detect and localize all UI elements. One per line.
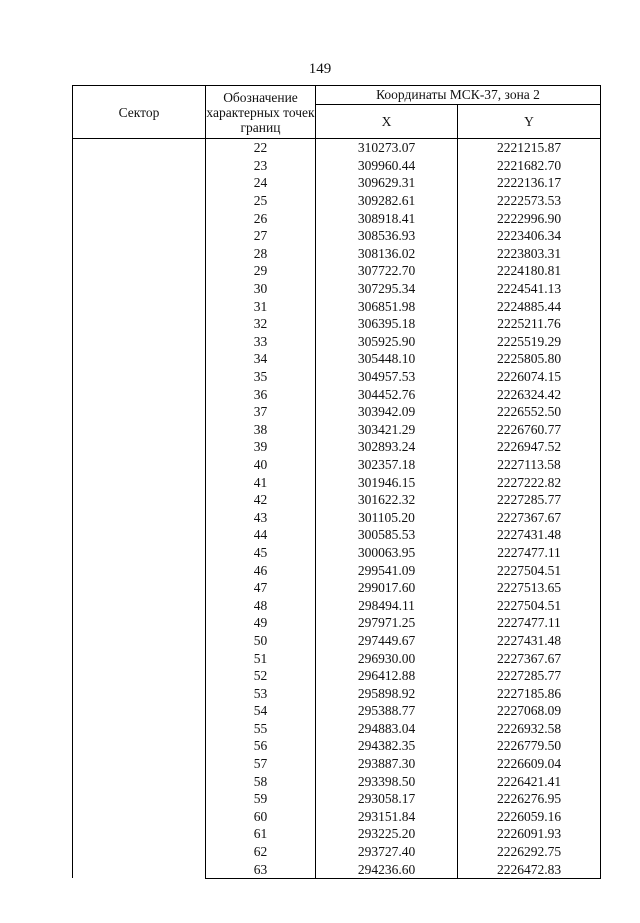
y-coordinate-cell: 2226779.50 xyxy=(458,737,601,755)
x-coordinate-cell: 295898.92 xyxy=(316,684,458,702)
point-cell: 50 xyxy=(206,632,316,650)
point-cell: 27 xyxy=(206,227,316,245)
x-coordinate-cell: 305448.10 xyxy=(316,350,458,368)
x-coordinate-cell: 306395.18 xyxy=(316,315,458,333)
point-cell: 58 xyxy=(206,772,316,790)
point-cell: 59 xyxy=(206,790,316,808)
point-cell: 23 xyxy=(206,157,316,175)
point-cell: 25 xyxy=(206,192,316,210)
y-coordinate-cell: 2226760.77 xyxy=(458,421,601,439)
header-sector: Сектор xyxy=(73,86,206,139)
y-coordinate-cell: 2227185.86 xyxy=(458,684,601,702)
page-number: 149 xyxy=(308,61,332,77)
y-coordinate-cell: 2227477.11 xyxy=(458,544,601,562)
point-cell: 33 xyxy=(206,333,316,351)
y-coordinate-cell: 2224180.81 xyxy=(458,262,601,280)
table-row xyxy=(73,139,601,157)
point-cell: 49 xyxy=(206,614,316,632)
y-coordinate-cell: 2227431.48 xyxy=(458,632,601,650)
x-coordinate-cell: 310273.07 xyxy=(316,139,458,157)
x-coordinate-cell: 299541.09 xyxy=(316,561,458,579)
point-cell: 46 xyxy=(206,561,316,579)
y-coordinate-cell: 2227285.77 xyxy=(458,667,601,685)
x-coordinate-cell: 301946.15 xyxy=(316,473,458,491)
point-cell: 30 xyxy=(206,280,316,298)
point-cell: 41 xyxy=(206,473,316,491)
x-coordinate-cell: 296412.88 xyxy=(316,667,458,685)
x-coordinate-cell: 293727.40 xyxy=(316,843,458,861)
x-coordinate-cell: 309960.44 xyxy=(316,157,458,175)
x-coordinate-cell: 294236.60 xyxy=(316,860,458,878)
point-cell: 22 xyxy=(206,139,316,157)
y-coordinate-cell: 2222573.53 xyxy=(458,192,601,210)
x-coordinate-cell: 303942.09 xyxy=(316,403,458,421)
point-cell: 56 xyxy=(206,737,316,755)
y-coordinate-cell: 2225519.29 xyxy=(458,333,601,351)
y-coordinate-cell: 2227513.65 xyxy=(458,579,601,597)
y-coordinate-cell: 2225805.80 xyxy=(458,350,601,368)
point-cell: 43 xyxy=(206,508,316,526)
point-cell: 60 xyxy=(206,808,316,826)
y-coordinate-cell: 2227367.67 xyxy=(458,508,601,526)
x-coordinate-cell: 307295.34 xyxy=(316,280,458,298)
point-cell: 29 xyxy=(206,262,316,280)
y-coordinate-cell: 2221682.70 xyxy=(458,157,601,175)
point-cell: 45 xyxy=(206,544,316,562)
point-cell: 26 xyxy=(206,209,316,227)
point-cell: 34 xyxy=(206,350,316,368)
x-coordinate-cell: 301622.32 xyxy=(316,491,458,509)
point-cell: 28 xyxy=(206,245,316,263)
x-coordinate-cell: 300063.95 xyxy=(316,544,458,562)
x-coordinate-cell: 306851.98 xyxy=(316,297,458,315)
point-cell: 35 xyxy=(206,368,316,386)
x-coordinate-cell: 293151.84 xyxy=(316,808,458,826)
point-cell: 39 xyxy=(206,438,316,456)
header-point-designation: Обозначение характерных точек границ xyxy=(206,86,316,139)
x-coordinate-cell: 308536.93 xyxy=(316,227,458,245)
x-coordinate-cell: 302893.24 xyxy=(316,438,458,456)
x-coordinate-cell: 303421.29 xyxy=(316,421,458,439)
point-cell: 44 xyxy=(206,526,316,544)
y-coordinate-cell: 2227504.51 xyxy=(458,561,601,579)
x-coordinate-cell: 294883.04 xyxy=(316,720,458,738)
point-cell: 31 xyxy=(206,297,316,315)
x-coordinate-cell: 293225.20 xyxy=(316,825,458,843)
y-coordinate-cell: 2227431.48 xyxy=(458,526,601,544)
y-coordinate-cell: 2227285.77 xyxy=(458,491,601,509)
point-cell: 40 xyxy=(206,456,316,474)
y-coordinate-cell: 2226276.95 xyxy=(458,790,601,808)
y-coordinate-cell: 2227477.11 xyxy=(458,614,601,632)
x-coordinate-cell: 293887.30 xyxy=(316,755,458,773)
x-coordinate-cell: 298494.11 xyxy=(316,596,458,614)
x-coordinate-cell: 293398.50 xyxy=(316,772,458,790)
y-coordinate-cell: 2223803.31 xyxy=(458,245,601,263)
point-cell: 61 xyxy=(206,825,316,843)
header-y: Y xyxy=(458,104,601,138)
y-coordinate-cell: 2227068.09 xyxy=(458,702,601,720)
x-coordinate-cell: 304957.53 xyxy=(316,368,458,386)
x-coordinate-cell: 300585.53 xyxy=(316,526,458,544)
point-cell: 37 xyxy=(206,403,316,421)
header-coordinates: Координаты МСК-37, зона 2 xyxy=(316,86,601,105)
y-coordinate-cell: 2225211.76 xyxy=(458,315,601,333)
y-coordinate-cell: 2227113.58 xyxy=(458,456,601,474)
y-coordinate-cell: 2227504.51 xyxy=(458,596,601,614)
x-coordinate-cell: 297449.67 xyxy=(316,632,458,650)
x-coordinate-cell: 309629.31 xyxy=(316,174,458,192)
y-coordinate-cell: 2224885.44 xyxy=(458,297,601,315)
x-coordinate-cell: 293058.17 xyxy=(316,790,458,808)
point-cell: 51 xyxy=(206,649,316,667)
x-coordinate-cell: 301105.20 xyxy=(316,508,458,526)
header-x: X xyxy=(316,104,458,138)
point-cell: 32 xyxy=(206,315,316,333)
point-cell: 24 xyxy=(206,174,316,192)
y-coordinate-cell: 2226932.58 xyxy=(458,720,601,738)
y-coordinate-cell: 2226324.42 xyxy=(458,385,601,403)
y-coordinate-cell: 2226421.41 xyxy=(458,772,601,790)
x-coordinate-cell: 296930.00 xyxy=(316,649,458,667)
point-cell: 42 xyxy=(206,491,316,509)
point-cell: 62 xyxy=(206,843,316,861)
y-coordinate-cell: 2226609.04 xyxy=(458,755,601,773)
point-cell: 36 xyxy=(206,385,316,403)
x-coordinate-cell: 302357.18 xyxy=(316,456,458,474)
point-cell: 55 xyxy=(206,720,316,738)
sector-cell xyxy=(73,139,206,879)
point-cell: 38 xyxy=(206,421,316,439)
y-coordinate-cell: 2224541.13 xyxy=(458,280,601,298)
x-coordinate-cell: 295388.77 xyxy=(316,702,458,720)
y-coordinate-cell: 2226074.15 xyxy=(458,368,601,386)
point-cell: 48 xyxy=(206,596,316,614)
x-coordinate-cell: 308918.41 xyxy=(316,209,458,227)
x-coordinate-cell: 304452.76 xyxy=(316,385,458,403)
table-header xyxy=(73,86,601,139)
point-cell: 47 xyxy=(206,579,316,597)
table-body xyxy=(73,139,601,879)
point-cell: 52 xyxy=(206,667,316,685)
y-coordinate-cell: 2226552.50 xyxy=(458,403,601,421)
point-cell: 57 xyxy=(206,755,316,773)
y-coordinate-cell: 2222996.90 xyxy=(458,209,601,227)
y-coordinate-cell: 2226059.16 xyxy=(458,808,601,826)
x-coordinate-cell: 308136.02 xyxy=(316,245,458,263)
y-coordinate-cell: 2221215.87 xyxy=(458,139,601,157)
y-coordinate-cell: 2226091.93 xyxy=(458,825,601,843)
x-coordinate-cell: 297971.25 xyxy=(316,614,458,632)
x-coordinate-cell: 294382.35 xyxy=(316,737,458,755)
x-coordinate-cell: 305925.90 xyxy=(316,333,458,351)
y-coordinate-cell: 2223406.34 xyxy=(458,227,601,245)
y-coordinate-cell: 2222136.17 xyxy=(458,174,601,192)
y-coordinate-cell: 2227367.67 xyxy=(458,649,601,667)
y-coordinate-cell: 2226947.52 xyxy=(458,438,601,456)
y-coordinate-cell: 2226472.83 xyxy=(458,860,601,878)
point-cell: 63 xyxy=(206,860,316,878)
x-coordinate-cell: 307722.70 xyxy=(316,262,458,280)
x-coordinate-cell: 309282.61 xyxy=(316,192,458,210)
y-coordinate-cell: 2227222.82 xyxy=(458,473,601,491)
x-coordinate-cell: 299017.60 xyxy=(316,579,458,597)
point-cell: 53 xyxy=(206,684,316,702)
point-cell: 54 xyxy=(206,702,316,720)
coordinates-table xyxy=(72,85,601,879)
y-coordinate-cell: 2226292.75 xyxy=(458,843,601,861)
